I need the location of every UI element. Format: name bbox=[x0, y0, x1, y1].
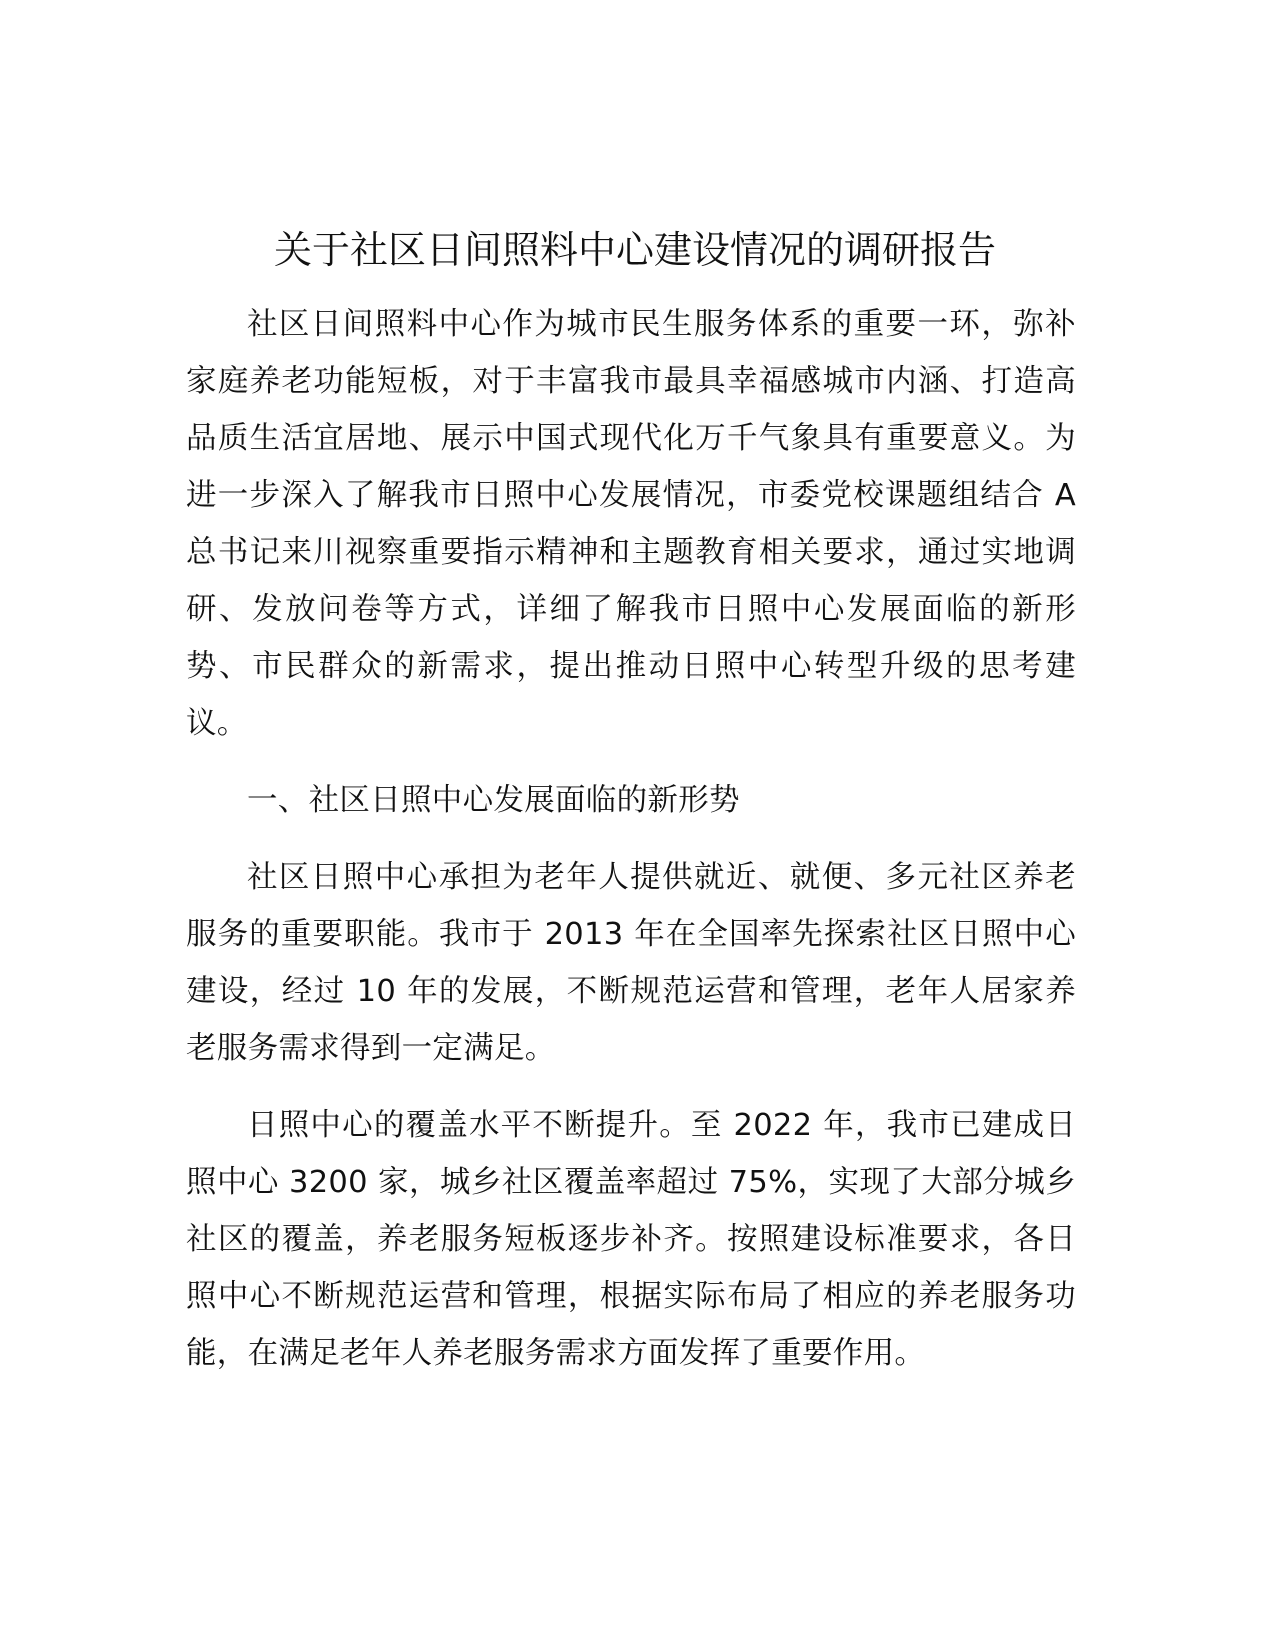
body-paragraph: 日照中心的覆盖水平不断提升。至 2022 年，我市已建成日照中心 3200 家，城乡社区覆盖率超过 75%，实现了大部分城乡社区的覆盖，养老服务短板逐步补齐。按照建设标准要求，各日照中心不断规范运营和管理，根据实际布局了相应的养老服务功能，在满足老年人养老服务需求方面发挥了重要作用。 bbox=[186, 1108, 1076, 1371]
section-heading: 一、社区日照中心发展面临的新形势 bbox=[247, 783, 740, 818]
intro-paragraph: 社区日间照料中心作为城市民生服务体系的重要一环，弥补家庭养老功能短板，对于丰富我市最具幸福感城市内涵、打造高品质生活宜居地、展示中国式现代化万千气象具有重要意义。为进一步深入了解我市日照中心发展情况，市委党校课题组结合 A 总书记来川视察重要指示精神和主题教育相关要求，通过实地调研、发放问卷等方式，详细了解我市日照中心发展面临的新形势、市民群众的新需求，提出推动日照中心转型升级的思考建议。 bbox=[186, 307, 1076, 741]
body-paragraph: 社区日照中心承担为老年人提供就近、就便、多元社区养老服务的重要职能。我市于 2013 年在全国率先探索社区日照中心建设，经过 10 年的发展，不断规范运营和管理，老年人居家养老服务需求得到一定满足。 bbox=[186, 860, 1076, 1066]
document-title: 关于社区日间照料中心建设情况的调研报告 bbox=[273, 228, 996, 272]
document-body bbox=[186, 296, 1076, 1402]
